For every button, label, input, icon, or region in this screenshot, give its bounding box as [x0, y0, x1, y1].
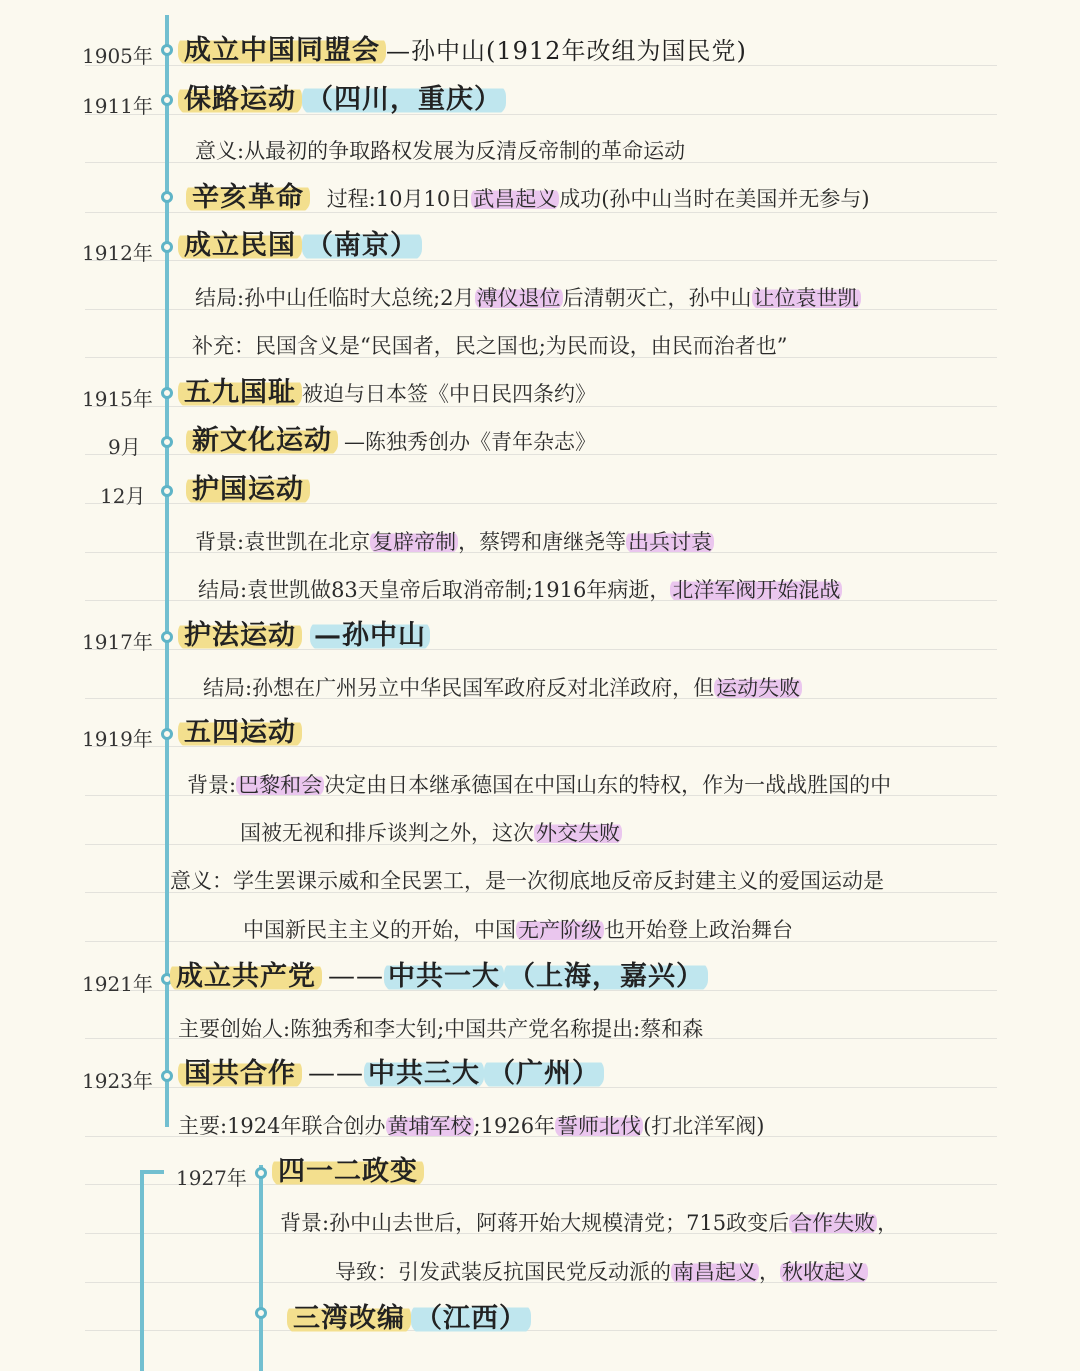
event-1919 — [178, 718, 302, 749]
event-title: 五四运动 — [178, 717, 302, 748]
event-xinhai: 辛亥革命 过程:10月10日武昌起义成功(孙中山当时在美国并无参与) — [186, 183, 870, 214]
event-title: 新文化运动 — [186, 425, 338, 456]
year-1905: 1905年 — [82, 44, 153, 68]
result-1917: 结局:孙想在广州另立中华民国军政府反对北洋政府，但运动失败 — [203, 676, 801, 700]
event-huguo — [186, 475, 310, 506]
timeline-node — [161, 485, 173, 497]
sub-timeline-line — [259, 1165, 263, 1371]
background-1919: 背景:巴黎和会决定由日本继承德国在中国山东的特权，作为一战战胜国的中 — [187, 773, 892, 797]
significance-1919: 意义：学生罢课示威和全民罢工，是一次彻底地反帝反封建主义的爱国运动是 — [170, 869, 884, 893]
event-title: 四一二政变 — [272, 1156, 424, 1187]
significance-1911: 意义:从最初的争取路权发展为反清反帝制的革命运动 — [195, 139, 686, 163]
timeline-node — [161, 728, 173, 740]
event-title: 护法运动 — [178, 620, 302, 651]
branch-connector — [140, 1170, 164, 1174]
event-title: 五九国耻 — [178, 377, 302, 408]
branch-timeline-line — [140, 1170, 144, 1371]
event-1921: 成立共产党 —— 中共一大 （上海，嘉兴） — [170, 962, 708, 993]
event-1923: 国共合作 —— 中共三大 （广州） — [178, 1059, 604, 1090]
event-1917: 护法运动 —孙中山 — [178, 621, 430, 652]
event-sanwan: 三湾改编 （江西） — [287, 1304, 531, 1335]
timeline-node — [161, 241, 173, 253]
event-1927 — [272, 1157, 424, 1188]
month-dec: 12月 — [100, 484, 146, 508]
cause-1927: 导致：引发武装反抗国民党反动派的南昌起义，秋收起义 — [335, 1260, 866, 1284]
main-timeline-line — [165, 15, 169, 1127]
founders-1921: 主要创始人:陈独秀和李大钊;中国共产党名称提出:蔡和森 — [178, 1017, 704, 1041]
event-title: 保路运动 — [178, 84, 302, 115]
event-new-culture: 新文化运动 —陈独秀创办《青年杂志》 — [186, 426, 596, 457]
event-1905: 成立中国同盟会 —孙中山(1912年改组为国民党) — [178, 36, 747, 67]
year-1915: 1915年 — [82, 387, 153, 411]
timeline-node — [255, 1167, 267, 1179]
timeline-node — [161, 387, 173, 399]
year-1912: 1912年 — [82, 241, 153, 265]
timeline-node — [255, 1307, 267, 1319]
event-title: 护国运动 — [186, 474, 310, 505]
month-sep: 9月 — [108, 435, 141, 459]
timeline-node — [161, 1070, 173, 1082]
event-1912: 成立民国 （南京） — [178, 231, 422, 262]
event-title: 成立共产党 — [170, 961, 322, 992]
event-title: 国共合作 — [178, 1058, 302, 1089]
significance-1919-cont: 中国新民主主义的开始，中国无产阶级也开始登上政治舞台 — [243, 918, 793, 942]
event-1911: 保路运动 （四川，重庆） — [178, 85, 506, 116]
timeline-node — [161, 94, 173, 106]
timeline-node — [161, 191, 173, 203]
background-1927: 背景:孙中山去世后，阿蒋开始大规模清党；715政变后合作失败， — [280, 1211, 899, 1235]
event-title: 成立中国同盟会 — [178, 35, 386, 66]
result-huguo: 结局:袁世凯做83天皇帝后取消帝制;1916年病逝，北洋军阀开始混战 — [198, 578, 841, 602]
year-1921: 1921年 — [82, 972, 153, 996]
year-1911: 1911年 — [82, 94, 153, 118]
timeline-node — [161, 44, 173, 56]
event-title: 成立民国 — [178, 230, 302, 261]
event-title: 辛亥革命 — [186, 182, 310, 213]
year-1927: 1927年 — [176, 1166, 247, 1190]
year-1923: 1923年 — [82, 1069, 153, 1093]
event-title: 三湾改编 — [287, 1303, 411, 1334]
year-1919: 1919年 — [82, 727, 153, 751]
year-1917: 1917年 — [82, 630, 153, 654]
main-1923: 主要:1924年联合创办黄埔军校;1926年誓师北伐(打北洋军阀) — [178, 1114, 765, 1138]
timeline-node — [161, 436, 173, 448]
result-1912: 结局:孙中山任临时大总统;2月溥仪退位后清朝灭亡，孙中山让位袁世凯 — [195, 286, 859, 310]
event-1915: 五九国耻 被迫与日本签《中日民四条约》 — [178, 378, 596, 409]
background-1919-cont: 国被无视和排斥谈判之外，这次外交失败 — [240, 821, 620, 845]
supplement-1912: 补充：民国含义是“民国者，民之国也;为民而设，由民而治者也” — [192, 334, 788, 358]
timeline-node — [161, 631, 173, 643]
background-huguo: 背景:袁世凯在北京复辟帝制，蔡锷和唐继尧等出兵讨袁 — [195, 530, 713, 554]
